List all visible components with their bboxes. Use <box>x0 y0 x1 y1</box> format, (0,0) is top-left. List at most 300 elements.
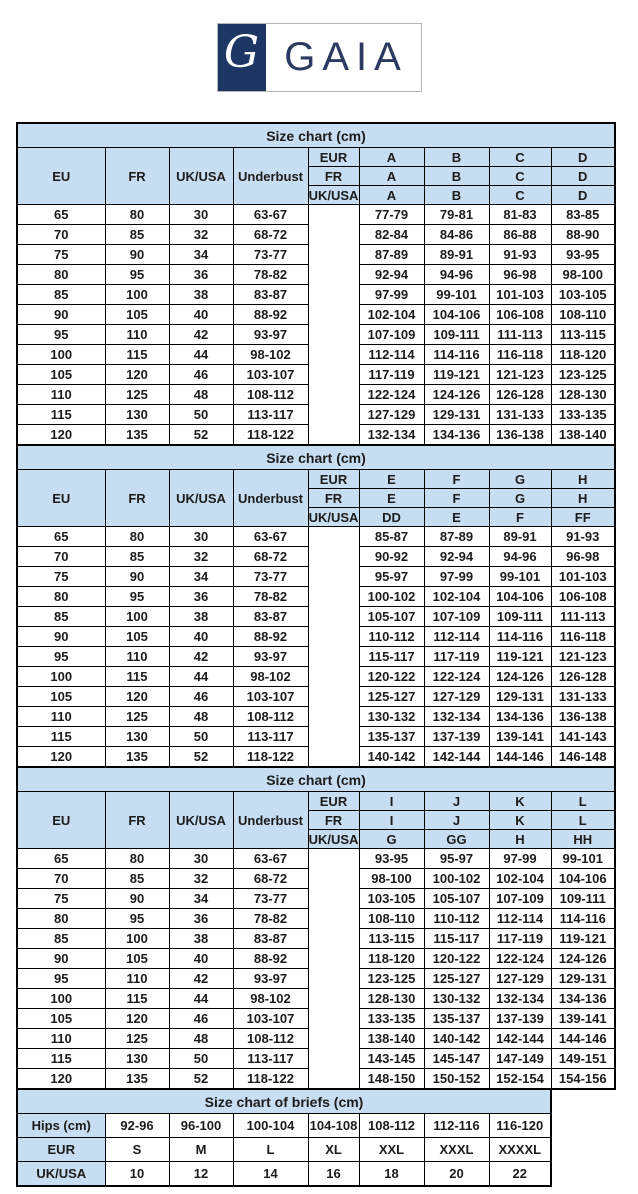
briefs-size-cell: XL <box>308 1138 359 1162</box>
bust-range-cell: 82-84 <box>359 225 424 245</box>
column-header-underbust: Underbust <box>233 148 308 205</box>
bust-range-cell: 131-133 <box>551 687 615 707</box>
size-cell: 98-102 <box>233 345 308 365</box>
size-cell: 44 <box>169 345 233 365</box>
bust-range-cell: 139-141 <box>489 727 551 747</box>
cup-size-label: E <box>359 470 424 489</box>
bust-range-cell: 89-91 <box>489 527 551 547</box>
size-cell: 50 <box>169 405 233 425</box>
size-cell: 83-87 <box>233 929 308 949</box>
briefs-size-cell: 96-100 <box>169 1114 233 1138</box>
size-cell: 68-72 <box>233 547 308 567</box>
bust-range-cell: 94-96 <box>489 547 551 567</box>
bust-range-cell: 146-148 <box>551 747 615 768</box>
bust-range-cell: 122-124 <box>424 667 489 687</box>
bust-range-cell: 100-102 <box>359 587 424 607</box>
bust-range-cell: 104-106 <box>489 587 551 607</box>
cup-size-label: F <box>424 470 489 489</box>
cup-size-label: G <box>359 830 424 849</box>
size-cell: 75 <box>17 245 105 265</box>
bust-range-cell: 134-136 <box>424 425 489 446</box>
table-row <box>17 1162 551 1187</box>
size-cell: 135 <box>105 747 169 768</box>
briefs-size-cell: 20 <box>424 1162 489 1187</box>
size-cell: 88-92 <box>233 627 308 647</box>
size-cell: 120 <box>105 687 169 707</box>
bust-range-cell: 137-139 <box>424 727 489 747</box>
bust-range-cell: 91-93 <box>489 245 551 265</box>
size-cell: 52 <box>169 1069 233 1090</box>
briefs-size-cell: 22 <box>489 1162 551 1187</box>
size-cell: 100 <box>105 607 169 627</box>
cup-size-label: C <box>489 167 551 186</box>
size-cell: 30 <box>169 527 233 547</box>
bust-range-cell: 136-138 <box>489 425 551 446</box>
briefs-size-cell: XXL <box>359 1138 424 1162</box>
size-cell: 95 <box>105 587 169 607</box>
bust-range-cell: 117-119 <box>359 365 424 385</box>
size-cell: 70 <box>17 225 105 245</box>
briefs-size-cell: XXXXL <box>489 1138 551 1162</box>
bust-range-cell: 103-105 <box>551 285 615 305</box>
bust-range-cell: 130-132 <box>424 989 489 1009</box>
bust-range-cell: 119-121 <box>489 647 551 667</box>
bust-range-cell: 115-117 <box>359 647 424 667</box>
cup-size-label: G <box>489 489 551 508</box>
bust-range-cell: 97-99 <box>489 849 551 869</box>
bust-range-cell: 108-110 <box>551 305 615 325</box>
size-cell: 65 <box>17 849 105 869</box>
size-cell: 103-107 <box>233 687 308 707</box>
bust-range-cell: 105-107 <box>359 607 424 627</box>
briefs-size-cell: 10 <box>105 1162 169 1187</box>
size-charts-area <box>16 122 638 1187</box>
size-cell: 48 <box>169 1029 233 1049</box>
bust-range-cell: 145-147 <box>424 1049 489 1069</box>
column-header-uk-usa: UK/USA <box>169 148 233 205</box>
cup-size-label: J <box>424 811 489 830</box>
bust-range-cell: 125-127 <box>424 969 489 989</box>
bust-range-cell: 92-94 <box>424 547 489 567</box>
size-cell: 90 <box>17 949 105 969</box>
bust-range-cell: 112-114 <box>359 345 424 365</box>
bust-range-cell: 114-116 <box>489 627 551 647</box>
size-cell: 83-87 <box>233 285 308 305</box>
cup-size-label: A <box>359 186 424 205</box>
bust-range-cell: 134-136 <box>551 989 615 1009</box>
bust-range-cell: 134-136 <box>489 707 551 727</box>
cup-size-label: D <box>551 148 615 167</box>
cup-size-label: B <box>424 148 489 167</box>
size-cell: 80 <box>105 205 169 225</box>
size-cell: 88-92 <box>233 305 308 325</box>
spacer-cell <box>308 205 359 446</box>
size-cell: 105 <box>17 1009 105 1029</box>
bust-range-cell: 122-124 <box>359 385 424 405</box>
briefs-size-cell: 16 <box>308 1162 359 1187</box>
size-cell: 75 <box>17 567 105 587</box>
brand-logo <box>0 0 638 92</box>
cup-size-label: D <box>551 167 615 186</box>
bust-range-cell: 127-129 <box>359 405 424 425</box>
cup-size-label: H <box>551 489 615 508</box>
bust-range-cell: 90-92 <box>359 547 424 567</box>
size-cell: 115 <box>105 667 169 687</box>
cup-size-label: J <box>424 792 489 811</box>
size-cell: 88-92 <box>233 949 308 969</box>
size-cell: 32 <box>169 869 233 889</box>
briefs-size-cell: 108-112 <box>359 1114 424 1138</box>
size-cell: 95 <box>17 969 105 989</box>
size-cell: 103-107 <box>233 365 308 385</box>
size-cell: 40 <box>169 627 233 647</box>
bust-range-cell: 139-141 <box>551 1009 615 1029</box>
column-header-underbust: Underbust <box>233 470 308 527</box>
size-cell: 113-117 <box>233 405 308 425</box>
size-cell: 46 <box>169 1009 233 1029</box>
bust-range-cell: 122-124 <box>489 949 551 969</box>
size-cell: 100 <box>17 989 105 1009</box>
bust-range-cell: 109-111 <box>489 607 551 627</box>
cup-size-label: H <box>551 470 615 489</box>
bust-range-cell: 97-99 <box>424 567 489 587</box>
size-cell: 135 <box>105 1069 169 1090</box>
size-chart-title: Size chart (cm) <box>17 123 615 148</box>
size-cell: 90 <box>105 245 169 265</box>
column-header-fr: FR <box>105 792 169 849</box>
size-cell: 120 <box>105 1009 169 1029</box>
size-cell: 70 <box>17 869 105 889</box>
size-cell: 115 <box>105 989 169 1009</box>
bust-range-cell: 144-146 <box>489 747 551 768</box>
size-cell: 118-122 <box>233 425 308 446</box>
bust-range-cell: 137-139 <box>489 1009 551 1029</box>
size-cell: 63-67 <box>233 527 308 547</box>
spacer-cell <box>308 527 359 768</box>
bust-range-cell: 129-131 <box>489 687 551 707</box>
bust-range-cell: 132-134 <box>489 989 551 1009</box>
size-cell: 115 <box>105 345 169 365</box>
size-cell: 85 <box>17 285 105 305</box>
bust-range-cell: 99-101 <box>424 285 489 305</box>
size-cell: 46 <box>169 365 233 385</box>
size-cell: 80 <box>17 587 105 607</box>
size-cell: 80 <box>17 265 105 285</box>
cup-size-label: I <box>359 811 424 830</box>
briefs-size-cell: 112-116 <box>424 1114 489 1138</box>
column-header-eu: EU <box>17 470 105 527</box>
bust-range-cell: 150-152 <box>424 1069 489 1090</box>
bust-range-cell: 96-98 <box>489 265 551 285</box>
bust-range-cell: 126-128 <box>489 385 551 405</box>
size-cell: 115 <box>17 405 105 425</box>
logo-wordmark: GAIA <box>284 35 408 79</box>
bust-range-cell: 112-114 <box>424 627 489 647</box>
bust-range-cell: 147-149 <box>489 1049 551 1069</box>
bust-range-cell: 127-129 <box>489 969 551 989</box>
bust-range-cell: 91-93 <box>551 527 615 547</box>
cup-size-label: K <box>489 811 551 830</box>
bust-range-cell: 126-128 <box>551 667 615 687</box>
bust-range-cell: 107-109 <box>424 607 489 627</box>
size-cell: 30 <box>169 205 233 225</box>
bust-range-cell: 148-150 <box>359 1069 424 1090</box>
bust-range-cell: 115-117 <box>424 929 489 949</box>
size-cell: 120 <box>105 365 169 385</box>
bust-range-cell: 154-156 <box>551 1069 615 1090</box>
briefs-size-cell: 92-96 <box>105 1114 169 1138</box>
cup-size-label: H <box>489 830 551 849</box>
bust-range-cell: 124-126 <box>551 949 615 969</box>
bust-range-cell: 120-122 <box>359 667 424 687</box>
size-chart-table-1 <box>16 122 616 446</box>
size-cell: 110 <box>17 707 105 727</box>
bust-range-cell: 133-135 <box>359 1009 424 1029</box>
bust-range-cell: 113-115 <box>551 325 615 345</box>
size-cell: 90 <box>17 305 105 325</box>
bust-range-cell: 129-131 <box>551 969 615 989</box>
size-cell: 93-97 <box>233 969 308 989</box>
column-header-uk-usa: UK/USA <box>169 792 233 849</box>
bust-range-cell: 152-154 <box>489 1069 551 1090</box>
bust-range-cell: 92-94 <box>359 265 424 285</box>
size-cell: 105 <box>17 365 105 385</box>
bust-range-cell: 135-137 <box>424 1009 489 1029</box>
size-cell: 105 <box>17 687 105 707</box>
bust-range-cell: 141-143 <box>551 727 615 747</box>
briefs-size-cell: XXXL <box>424 1138 489 1162</box>
size-cell: 36 <box>169 587 233 607</box>
size-cell: 68-72 <box>233 225 308 245</box>
size-cell: 40 <box>169 305 233 325</box>
size-cell: 108-112 <box>233 385 308 405</box>
bust-range-cell: 102-104 <box>424 587 489 607</box>
size-cell: 90 <box>105 567 169 587</box>
size-cell: 85 <box>17 929 105 949</box>
cup-size-label: B <box>424 186 489 205</box>
size-cell: 32 <box>169 225 233 245</box>
bust-range-cell: 85-87 <box>359 527 424 547</box>
briefs-size-cell: 18 <box>359 1162 424 1187</box>
bust-range-cell: 121-123 <box>489 365 551 385</box>
briefs-size-cell: 14 <box>233 1162 308 1187</box>
size-cell: 135 <box>105 425 169 446</box>
size-cell: 73-77 <box>233 245 308 265</box>
size-cell: 113-117 <box>233 727 308 747</box>
size-cell: 52 <box>169 425 233 446</box>
size-cell: 85 <box>105 869 169 889</box>
cup-size-label: A <box>359 167 424 186</box>
bust-range-cell: 125-127 <box>359 687 424 707</box>
bust-range-cell: 107-109 <box>489 889 551 909</box>
size-cell: 118-122 <box>233 747 308 768</box>
bust-range-cell: 138-140 <box>359 1029 424 1049</box>
cup-system-label: UK/USA <box>308 831 359 847</box>
cup-size-label: L <box>551 792 615 811</box>
size-cell: 105 <box>105 305 169 325</box>
bust-range-cell: 102-104 <box>489 869 551 889</box>
cup-size-label: E <box>359 489 424 508</box>
column-header-eu: EU <box>17 792 105 849</box>
bust-range-cell: 118-120 <box>359 949 424 969</box>
bust-range-cell: 98-100 <box>359 869 424 889</box>
bust-range-cell: 93-95 <box>359 849 424 869</box>
briefs-size-cell: 12 <box>169 1162 233 1187</box>
size-cell: 63-67 <box>233 205 308 225</box>
size-cell: 103-107 <box>233 1009 308 1029</box>
bust-range-cell: 118-120 <box>551 345 615 365</box>
cup-system-label: EUR <box>308 148 359 167</box>
bust-range-cell: 132-134 <box>359 425 424 446</box>
bust-range-cell: 93-95 <box>551 245 615 265</box>
briefs-size-cell: 100-104 <box>233 1114 308 1138</box>
bust-range-cell: 135-137 <box>359 727 424 747</box>
bust-range-cell: 94-96 <box>424 265 489 285</box>
size-cell: 36 <box>169 909 233 929</box>
size-cell: 130 <box>105 727 169 747</box>
size-chart-title: Size chart (cm) <box>17 445 615 470</box>
bust-range-cell: 110-112 <box>424 909 489 929</box>
briefs-size-cell: 104-108 <box>308 1114 359 1138</box>
size-cell: 110 <box>105 325 169 345</box>
bust-range-cell: 119-121 <box>424 365 489 385</box>
bust-range-cell: 114-116 <box>424 345 489 365</box>
size-cell: 44 <box>169 667 233 687</box>
size-cell: 36 <box>169 265 233 285</box>
size-cell: 38 <box>169 285 233 305</box>
column-header-fr: FR <box>105 148 169 205</box>
size-cell: 42 <box>169 647 233 667</box>
cup-size-label: B <box>424 167 489 186</box>
size-cell: 125 <box>105 707 169 727</box>
size-cell: 105 <box>105 949 169 969</box>
size-cell: 48 <box>169 385 233 405</box>
bust-range-cell: 142-144 <box>424 747 489 768</box>
size-cell: 115 <box>17 1049 105 1069</box>
size-cell: 38 <box>169 929 233 949</box>
bust-range-cell: 101-103 <box>489 285 551 305</box>
bust-range-cell: 111-113 <box>551 607 615 627</box>
size-cell: 38 <box>169 607 233 627</box>
bust-range-cell: 101-103 <box>551 567 615 587</box>
briefs-row-header: Hips (cm) <box>17 1114 105 1138</box>
size-cell: 100 <box>17 345 105 365</box>
cup-system-label: UK/USA <box>308 509 359 525</box>
bust-range-cell: 128-130 <box>359 989 424 1009</box>
size-cell: 32 <box>169 547 233 567</box>
column-header-fr: FR <box>105 470 169 527</box>
bust-range-cell: 138-140 <box>551 425 615 446</box>
bust-range-cell: 86-88 <box>489 225 551 245</box>
cup-size-label: GG <box>424 830 489 849</box>
size-cell: 130 <box>105 405 169 425</box>
cup-size-label: F <box>489 508 551 527</box>
cup-size-label: FF <box>551 508 615 527</box>
bust-range-cell: 79-81 <box>424 205 489 225</box>
size-cell: 105 <box>105 627 169 647</box>
size-cell: 73-77 <box>233 889 308 909</box>
size-cell: 98-102 <box>233 667 308 687</box>
size-cell: 50 <box>169 727 233 747</box>
bust-range-cell: 77-79 <box>359 205 424 225</box>
bust-range-cell: 132-134 <box>424 707 489 727</box>
size-cell: 34 <box>169 889 233 909</box>
size-cell: 130 <box>105 1049 169 1069</box>
bust-range-cell: 110-112 <box>359 627 424 647</box>
bust-range-cell: 102-104 <box>359 305 424 325</box>
bust-range-cell: 109-111 <box>424 325 489 345</box>
logo-initial: G <box>223 27 260 78</box>
bust-range-cell: 116-118 <box>489 345 551 365</box>
bust-range-cell: 116-118 <box>551 627 615 647</box>
cup-size-label: HH <box>551 830 615 849</box>
size-cell: 78-82 <box>233 587 308 607</box>
bust-range-cell: 104-106 <box>424 305 489 325</box>
size-cell: 85 <box>105 547 169 567</box>
size-cell: 44 <box>169 989 233 1009</box>
bust-range-cell: 83-85 <box>551 205 615 225</box>
table-row <box>17 1138 551 1162</box>
cup-size-label: D <box>551 186 615 205</box>
size-cell: 93-97 <box>233 647 308 667</box>
table-row <box>17 849 615 869</box>
size-cell: 70 <box>17 547 105 567</box>
size-cell: 100 <box>105 929 169 949</box>
size-cell: 100 <box>17 667 105 687</box>
size-cell: 75 <box>17 889 105 909</box>
size-chart-table-3 <box>16 766 616 1090</box>
bust-range-cell: 87-89 <box>424 527 489 547</box>
size-cell: 125 <box>105 1029 169 1049</box>
size-cell: 110 <box>17 385 105 405</box>
size-cell: 65 <box>17 205 105 225</box>
table-row <box>17 205 615 225</box>
bust-range-cell: 99-101 <box>489 567 551 587</box>
bust-range-cell: 121-123 <box>551 647 615 667</box>
cup-size-label: G <box>489 470 551 489</box>
column-header-eu: EU <box>17 148 105 205</box>
bust-range-cell: 124-126 <box>489 667 551 687</box>
size-cell: 110 <box>105 647 169 667</box>
size-cell: 90 <box>17 627 105 647</box>
size-chart-table-2 <box>16 444 616 768</box>
bust-range-cell: 106-108 <box>489 305 551 325</box>
bust-range-cell: 114-116 <box>551 909 615 929</box>
briefs-size-cell: 116-120 <box>489 1114 551 1138</box>
size-cell: 65 <box>17 527 105 547</box>
bust-range-cell: 131-133 <box>489 405 551 425</box>
cup-size-label: F <box>424 489 489 508</box>
briefs-size-cell: S <box>105 1138 169 1162</box>
bust-range-cell: 127-129 <box>424 687 489 707</box>
size-cell: 120 <box>17 425 105 446</box>
cup-size-label: C <box>489 186 551 205</box>
size-cell: 120 <box>17 747 105 768</box>
bust-range-cell: 123-125 <box>359 969 424 989</box>
bust-range-cell: 108-110 <box>359 909 424 929</box>
size-cell: 68-72 <box>233 869 308 889</box>
bust-range-cell: 130-132 <box>359 707 424 727</box>
size-cell: 118-122 <box>233 1069 308 1090</box>
bust-range-cell: 133-135 <box>551 405 615 425</box>
bust-range-cell: 124-126 <box>424 385 489 405</box>
cup-size-label: I <box>359 792 424 811</box>
size-cell: 95 <box>105 265 169 285</box>
briefs-row-header: UK/USA <box>17 1162 105 1187</box>
cup-system-label: EUR <box>308 470 359 489</box>
bust-range-cell: 98-100 <box>551 265 615 285</box>
bust-range-cell: 113-115 <box>359 929 424 949</box>
